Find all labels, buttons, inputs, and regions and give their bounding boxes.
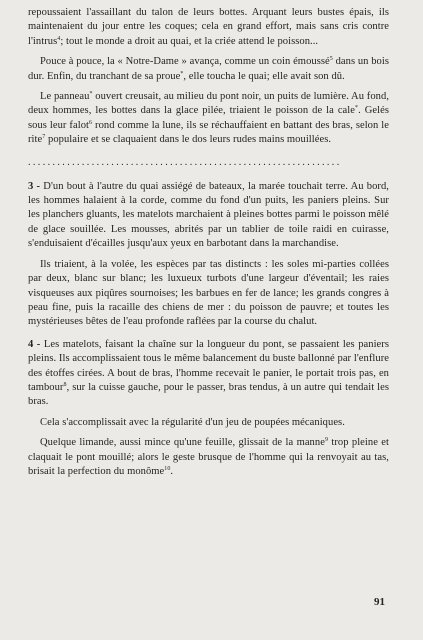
text-run: populaire et se claquaient dans le dos leurs rudes mains mouillées. — [45, 134, 332, 146]
footnote-ref: * — [355, 105, 359, 112]
intro-paragraph-1 — [28, 6, 389, 49]
footnote-ref: 4 — [57, 35, 61, 42]
text-run: . Gelés sous leur falot — [28, 105, 389, 131]
section-number: 3 - — [28, 180, 41, 192]
text-run: trop pleine et claquait le pont mouillé; alors le geste brusque de l'homme qui la renvoyait au tas, brisait la perfection du monôme — [28, 437, 390, 477]
footnote-ref: 8 — [63, 381, 67, 388]
text-run: , elle toucha le quai; elle avait son dû. — [183, 70, 345, 82]
text-run: D'un bout à l'autre du quai assiégé de bateaux, la marée touchait terre. Au bord, les hommes halaient à la corde, comme du fond d'un puits, les paniers pleins. Sur les planchers gluants, les matelots marchaient à pleines bottes parmi le poisson mêlé de glace souillée. Les mousses, abrités par un tablier de toile raidi en cuirasse, s'enduisaient d'écailles jusqu'aux yeux en barbotant dans la marchandise. — [28, 180, 389, 250]
footnote-ref: * — [89, 91, 93, 98]
footnote-ref: * — [180, 70, 184, 77]
footnote-ref: 7 — [42, 134, 46, 141]
text-run: repoussaient l'assaillant du talon de leurs bottes. Arquant leurs bustes épais, ils maintenaient du jour entre les coques; cela en grand effort, mais sans cris contre l'intrus — [28, 7, 389, 47]
dotted-separator: ................................................................ — [28, 157, 342, 168]
section-3-paragraph-1 — [28, 180, 389, 252]
page-number: 91 — [374, 596, 385, 608]
text-run: rond comme la lune, ils se réchauffaient en battant des bras, selon le rite — [28, 119, 389, 146]
text-run: Pouce à pouce, la « Notre-Dame » avança, comme un coin émoussé — [40, 56, 330, 68]
intro-paragraph-3 — [28, 90, 389, 148]
text-run: . — [170, 465, 174, 477]
section-3-paragraph-2: Ils triaient, à la volée, les espèces par tas distincts : les soles mi-parties collées par deux, blanc sur blanc; les luxueux turbots d'une largeur d'éventail; les raies visqueuses aux piqûres sournoises; les barbues en fer de lance; les grands congres à peau fine, puis la racaille des chiens de mer : du poisson de pauvre; et toutes les mystérieuses bêtes de l'eau profonde raflées par la course du chalut. — [28, 258, 389, 328]
text-run: dans un bois dur. Enfin, du tranchant de sa proue — [28, 56, 389, 82]
section-4-paragraph-1 — [28, 338, 389, 410]
text-run: ; tout le monde a droit au quai, et la criée attend le poisson... — [60, 35, 319, 47]
text-run: Les matelots, faisant la chaîne sur la longueur du pont, se passaient les paniers pleins. Ils accomplissaient tous le même balancement du buste ballonné par l'enflure des étoffes cirées. A bout de bras, l'homme recevait le panier, le portait trois pas, en tambour — [28, 338, 390, 393]
section-4-paragraph-3 — [28, 436, 389, 479]
intro-paragraph-2 — [28, 55, 389, 84]
text-run: Le panneau — [40, 91, 90, 103]
footnote-ref: 6 — [89, 119, 93, 126]
footnote-ref: 10 — [164, 465, 171, 472]
text-run: Quelque limande, aussi mince qu'une feuille, glissait de la manne — [40, 437, 325, 449]
footnote-ref: 9 — [324, 437, 328, 444]
section-number: 4 - — [28, 338, 41, 350]
footnote-ref: 5 — [329, 56, 333, 63]
text-run: , sur la cuisse gauche, pour le passer, bras tendus, à un autre qui tendait les bras. — [28, 381, 389, 408]
section-4-paragraph-2: Cela s'accomplissait avec la régularité d'un jeu de poupées mécaniques. — [40, 416, 345, 428]
text-run: ouvert creusait, au milieu du pont noir, un puits de lumière. Au fond, deux hommes, les bottes dans la glace pilée, triaient le poisson de la cale — [28, 91, 390, 117]
